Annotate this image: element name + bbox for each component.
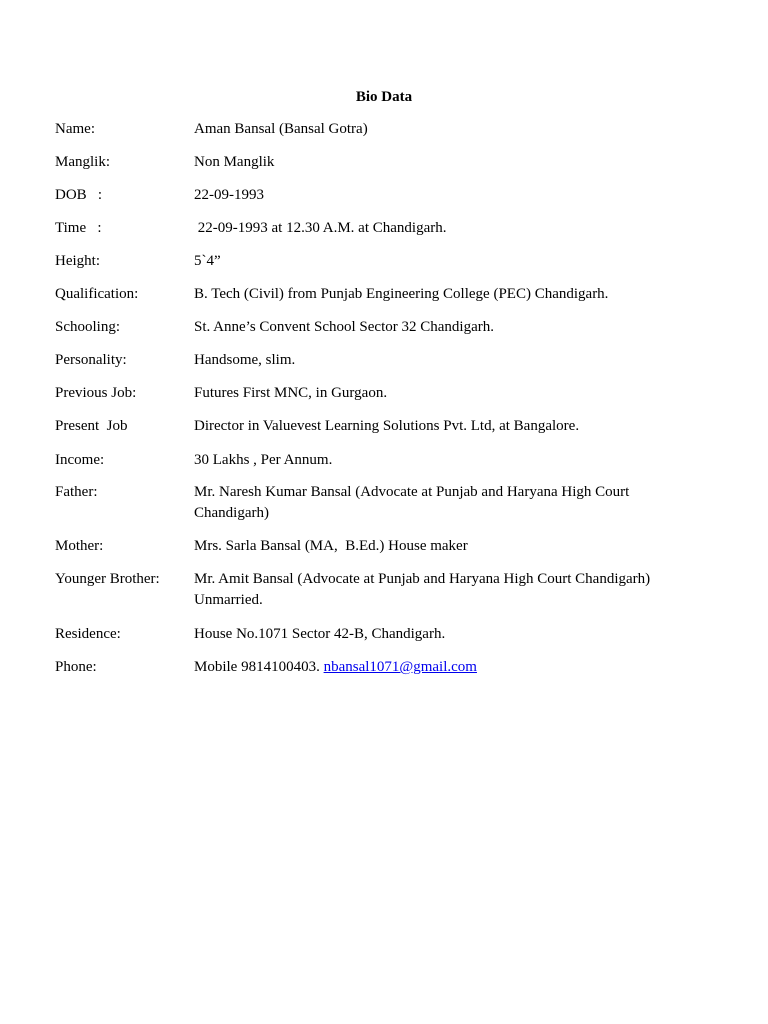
field-value: Handsome, slim. [194,352,296,368]
field-label: Personality: [55,352,127,368]
field-value: Non Manglik [194,154,275,170]
field-value-phone [194,657,734,678]
field-value: Director in Valuevest Learning Solutions Pvt. Ltd, at Bangalore. [194,418,580,434]
field-value: 5`4” [194,253,221,269]
field-value: Mr. Amit Bansal (Advocate at Punjab and Haryana High Court Chandigarh) Unmarried. [194,571,651,608]
document-title: Bio Data [355,89,413,105]
field-label: Income: [55,452,105,468]
field-value: Futures First MNC, in Gurgaon. [194,385,388,401]
field-label: Time : [55,220,102,236]
field-label: Residence: [55,626,121,642]
field-label: Previous Job: [55,385,137,401]
phone-number: Mobile 9814100403. [194,659,324,675]
field-label: Qualification: [55,286,139,302]
field-value: 22-09-1993 [194,187,264,203]
field-label: Present Job [55,418,128,434]
field-label: Height: [55,253,100,269]
field-value: Aman Bansal (Bansal Gotra) [194,121,368,137]
field-value: Mrs. Sarla Bansal (MA, B.Ed.) House maker [194,538,468,554]
field-label: Younger Brother: [55,571,160,587]
field-label: Manglik: [55,154,110,170]
field-label: Mother: [55,538,104,554]
field-value: Mr. Naresh Kumar Bansal (Advocate at Punjab and Haryana High Court Chandigarh) [194,484,630,521]
field-value: 22-09-1993 at 12.30 A.M. at Chandigarh. [194,220,447,236]
field-value: St. Anne’s Convent School Sector 32 Chandigarh. [194,319,494,335]
field-label: Phone: [55,659,97,675]
email-link[interactable]: nbansal1071@gmail.com [323,659,477,675]
field-label: DOB : [55,187,103,203]
field-value: 30 Lakhs , Per Annum. [194,452,333,468]
field-label: Schooling: [55,319,121,335]
field-value: B. Tech (Civil) from Punjab Engineering College (PEC) Chandigarh. [194,286,609,302]
field-value: House No.1071 Sector 42-B, Chandigarh. [194,626,446,642]
field-label: Father: [55,484,98,500]
field-label: Name: [55,121,95,137]
